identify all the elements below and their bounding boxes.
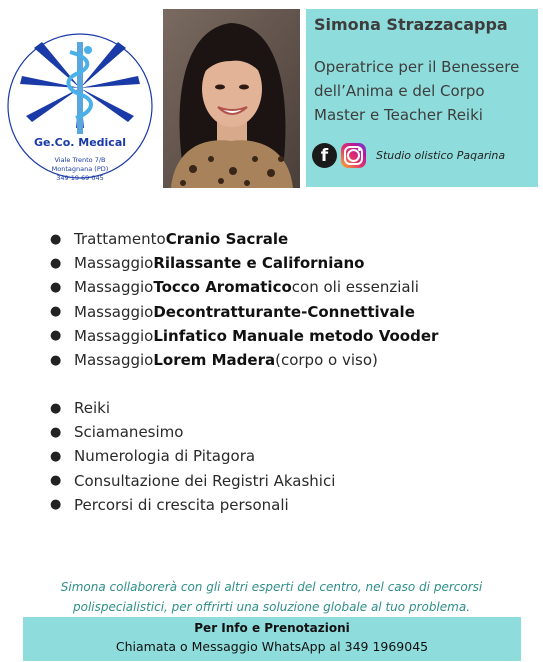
collaboration-note: Simona collaborerà con gli altri esperti del centro, nel caso di percorsi	[60, 580, 483, 594]
portrait-photo	[163, 9, 300, 188]
bullet-icon: ●	[50, 473, 62, 489]
list-item: ● Massaggio Lorem Madera (corpo o viso)	[50, 351, 378, 370]
profile-panel	[306, 9, 538, 187]
contact-banner-title: Per Info e Prenotazioni	[194, 621, 350, 635]
social-links	[312, 142, 505, 168]
list-item: ● Massaggio Rilassante e Californiano	[50, 254, 365, 273]
bullet-icon: ●	[50, 448, 62, 464]
profile-role-line: Master e Teacher Reiki	[314, 106, 483, 124]
bullet-icon: ●	[50, 328, 62, 344]
geco-medical-logo	[6, 28, 154, 186]
logo-brand-name: Ge.Co. Medical	[33, 136, 127, 149]
bullet-icon: ●	[50, 497, 62, 513]
list-item: ● Consultazione dei Registri Akashici	[50, 471, 336, 490]
profile-role-line: Operatrice per il Benessere	[314, 58, 520, 76]
logo-address-city: Montagnana (PD)	[51, 165, 109, 173]
contact-banner	[23, 617, 521, 661]
list-item: ● Sciamanesimo	[50, 423, 184, 442]
bullet-icon: ●	[50, 352, 62, 368]
bullet-icon: ●	[50, 255, 62, 271]
list-item: ● Massaggio Linfatico Manuale metodo Vooder	[50, 326, 439, 345]
list-item: ● Percorsi di crescita personali	[50, 495, 289, 514]
logo-phone: 349 19 69 045	[56, 174, 104, 182]
facebook-icon[interactable]: f	[312, 143, 337, 168]
profile-name: Simona Strazzacappa	[314, 15, 508, 34]
bullet-icon: ●	[50, 231, 62, 247]
list-item: ● Massaggio Tocco Aromatico con oli essenziali	[50, 278, 419, 297]
profile-role-line: dell’Anima e del Corpo	[314, 82, 485, 100]
list-item: ● Reiki	[50, 399, 110, 418]
logo-address-street: Viale Trento 7/B	[54, 156, 106, 164]
services-main-list	[50, 227, 520, 372]
bullet-icon: ●	[50, 400, 62, 416]
bullet-icon: ●	[50, 424, 62, 440]
services-other-list	[50, 396, 520, 517]
list-item: ● Numerologia di Pitagora	[50, 447, 256, 466]
contact-banner-text[interactable]: Chiamata o Messaggio WhatsApp al 349 1969045	[115, 639, 429, 654]
instagram-icon[interactable]	[341, 143, 366, 168]
collaboration-note: polispecialistici, per offrirti una soluzione globale al tuo problema.	[72, 600, 471, 614]
bullet-icon: ●	[50, 304, 62, 320]
bullet-icon: ●	[50, 279, 62, 295]
list-item: ● Trattamento Cranio Sacrale	[50, 230, 289, 249]
list-item: ● Massaggio Decontratturante-Connettivale	[50, 302, 415, 321]
studio-name: Studio olistico Paqarina	[376, 148, 506, 162]
